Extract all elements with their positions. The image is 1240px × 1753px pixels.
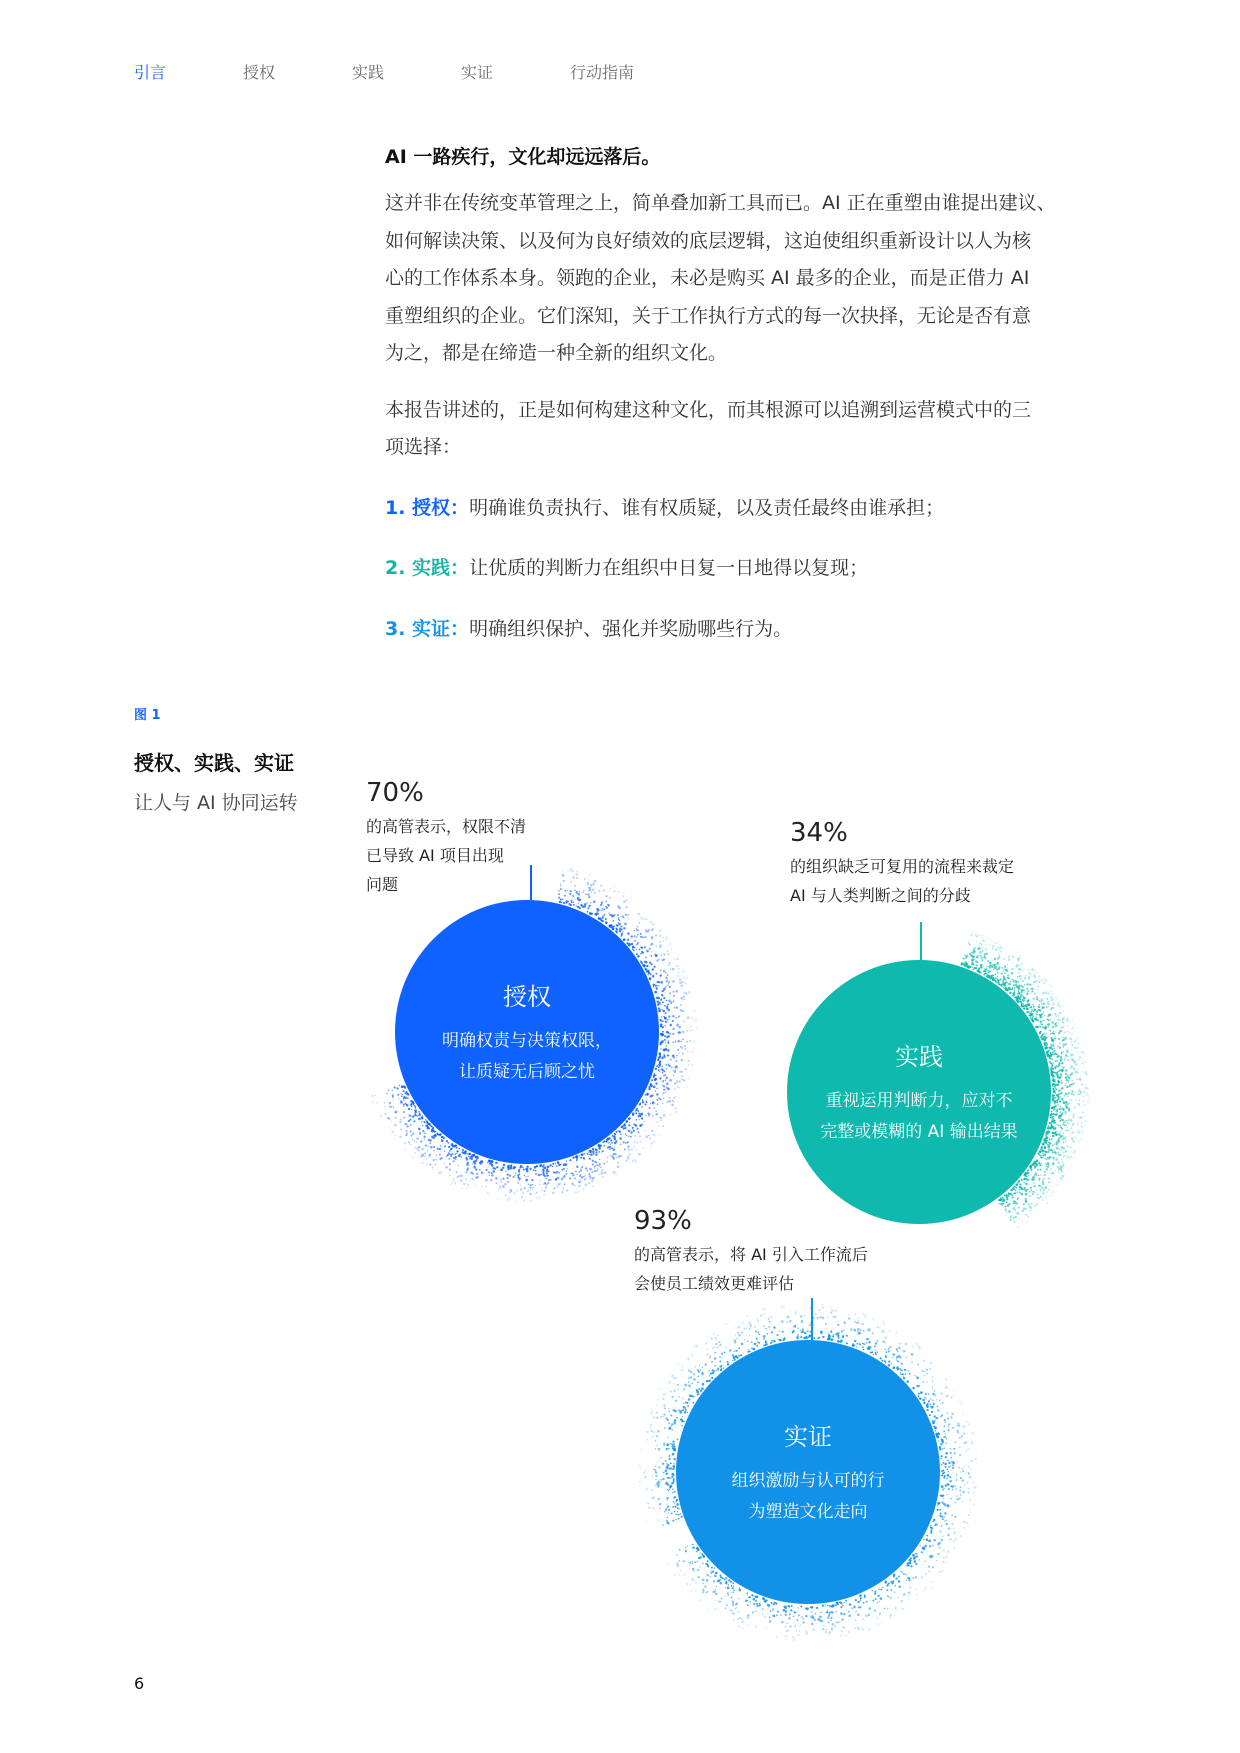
leader-line-proof (811, 1298, 813, 1340)
paragraph-line: 如何解读决策、以及何为良好绩效的底层逻辑，这迫使组织重新设计以人为核 (385, 229, 1032, 252)
circle-desc-line: 为塑造文化走向 (748, 1501, 868, 1522)
paragraph-line: 本报告讲述的，正是如何构建这种文化，而其根源可以追溯到运营模式中的三 (385, 398, 1032, 421)
nav-item-proof[interactable]: 实证 (461, 63, 494, 82)
list-text-empower: 明确谁负责执行、谁有权质疑，以及责任最终由谁承担； (469, 496, 945, 519)
stat-desc-line: AI 与人类判断之间的分歧 (790, 886, 971, 905)
paragraph-line: 项选择： (385, 436, 462, 458)
stat-callout-proof (634, 1204, 868, 1298)
figure-subtitle: 让人与 AI 协同运转 (134, 792, 298, 814)
stat-desc-proof (634, 1240, 868, 1298)
paragraph-line: 这并非在传统变革管理之上，简单叠加新工具而已。AI 正在重塑由谁提出建议、 (385, 192, 1056, 214)
circle-title-proof: 实证 (784, 1422, 832, 1451)
paragraph-line: 心的工作体系本身。领跑的企业，未必是购买 AI 最多的企业，而是正借力 AI (385, 267, 1030, 289)
circle-proof (676, 1340, 940, 1604)
stat-percent-practice: 34% (790, 818, 848, 848)
circle-desc-line: 完整或模糊的 AI 输出结果 (820, 1121, 1018, 1142)
paragraph-line: 为之，都是在缔造一种全新的组织文化。 (385, 342, 728, 364)
nav-item-empower[interactable]: 授权 (243, 63, 276, 82)
circle-desc-line: 重视运用判断力，应对不 (825, 1090, 1013, 1111)
stat-desc-line: 的高管表示，将 AI 引入工作流后 (634, 1245, 868, 1264)
stat-percent-proof: 93% (634, 1206, 692, 1236)
stat-desc-line: 已导致 AI 项目出现 (366, 846, 504, 865)
list-number-empower: 1. 授权： (385, 496, 470, 519)
nav-item-practice[interactable]: 实践 (352, 63, 385, 82)
list-number-practice: 2. 实践： (385, 557, 470, 579)
circle-desc-line: 组织激励与认可的行 (731, 1470, 885, 1491)
nav-item-intro[interactable]: 引言 (134, 63, 167, 82)
stat-callout-empower (366, 776, 526, 899)
circle-practice (787, 960, 1051, 1224)
circle-desc-line: 让质疑无后顾之忧 (459, 1061, 595, 1082)
list-number-proof: 3. 实证： (385, 617, 470, 640)
leader-line-empower (530, 865, 532, 900)
page-number: 6 (134, 1674, 145, 1693)
stat-desc-line: 问题 (366, 875, 399, 894)
stat-callout-practice (790, 816, 1014, 910)
circle-empower (395, 900, 659, 1164)
stat-desc-empower (366, 812, 526, 899)
circle-desc-empower (442, 1026, 612, 1088)
circle-title-empower: 授权 (503, 982, 551, 1011)
list-text-practice: 让优质的判断力在组织中日复一日地得以复现； (469, 557, 869, 579)
intro-heading: AI 一路疾行，文化却远远落后。 (385, 146, 661, 168)
stat-desc-line: 的组织缺乏可复用的流程来裁定 (790, 857, 1015, 876)
circle-desc-line: 明确权责与决策权限， (442, 1030, 612, 1051)
stat-percent-empower: 70% (366, 778, 424, 808)
stat-desc-line: 的高管表示，权限不清 (366, 817, 527, 836)
figure-title: 授权、实践、实证 (134, 751, 294, 775)
leader-line-practice (920, 922, 922, 960)
nav-item-action-guide[interactable]: 行动指南 (570, 63, 635, 82)
circle-title-practice: 实践 (895, 1042, 943, 1071)
circle-desc-proof (732, 1466, 885, 1528)
stat-desc-practice (790, 852, 1014, 910)
figure-label: 图 1 (134, 708, 161, 723)
circle-desc-practice (820, 1086, 1017, 1148)
list-text-proof: 明确组织保护、强化并奖励哪些行为。 (469, 617, 793, 640)
stat-desc-line: 会使员工绩效更难评估 (634, 1274, 795, 1293)
paragraph-line: 重塑组织的企业。它们深知，关于工作执行方式的每一次抉择，无论是否有意 (385, 304, 1032, 327)
